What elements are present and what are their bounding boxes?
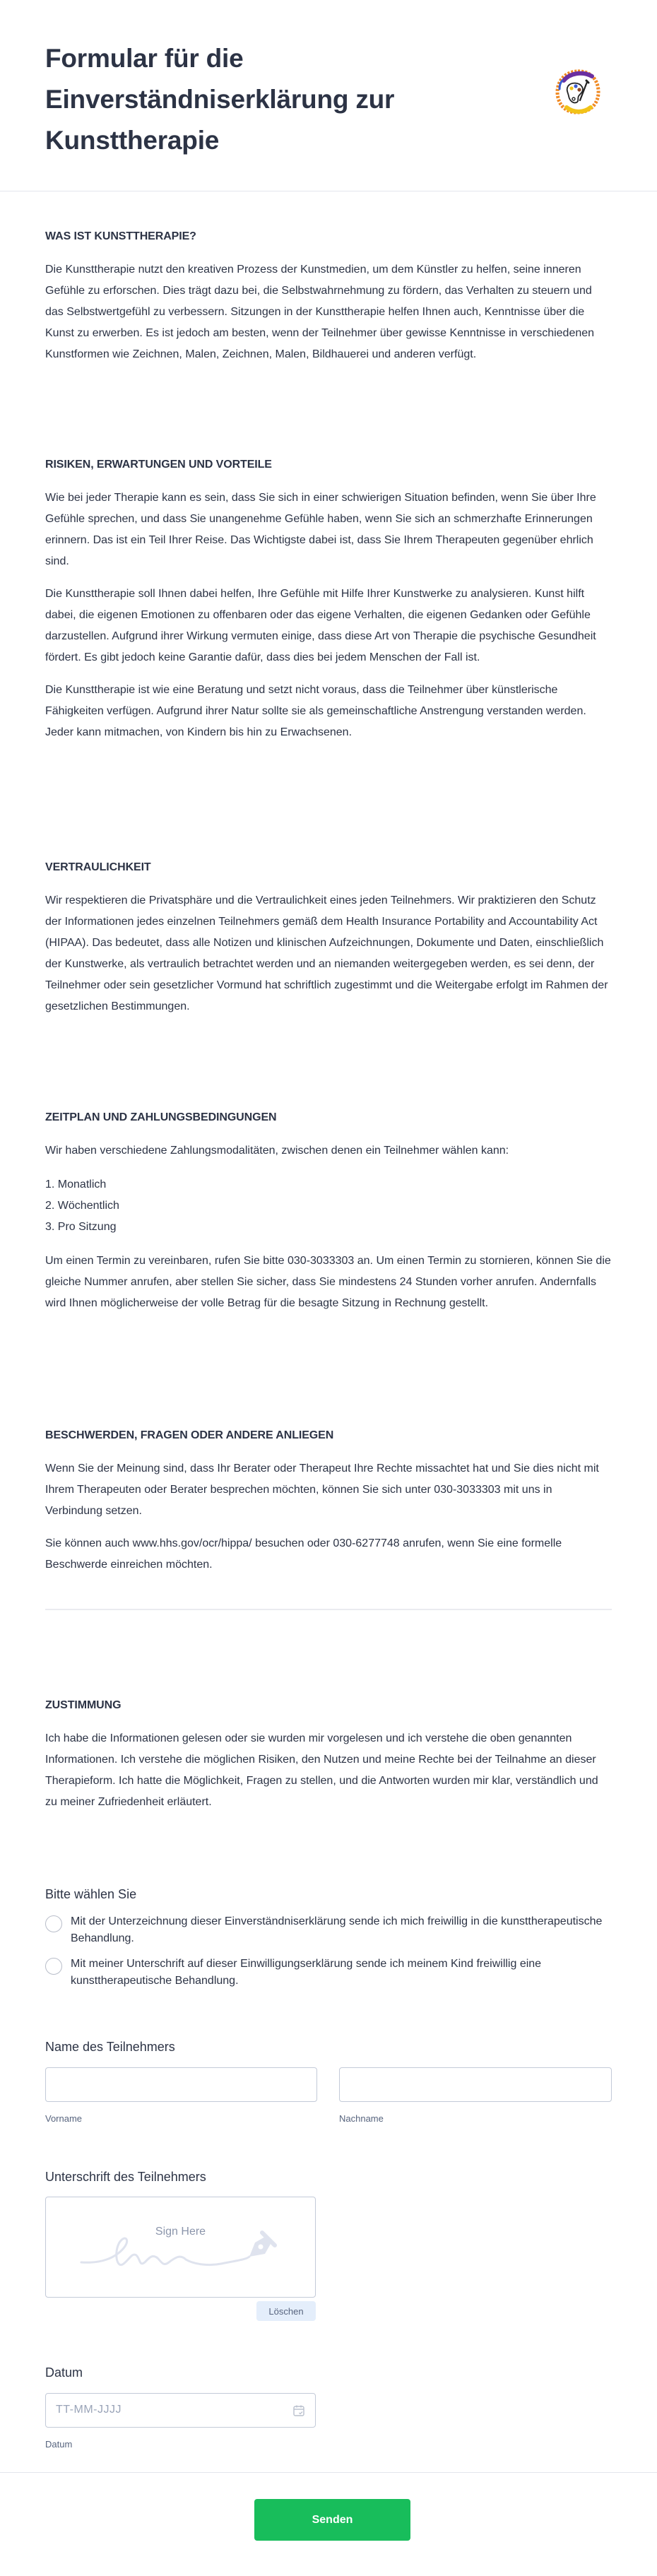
section-paragraph: Um einen Termin zu vereinbaren, rufen Sie bitte 030-3033303 an. Um einen Termin zu stornieren, können Sie die gleiche Nummer anrufen, aber stellen Sie sicher, dass Sie mindestens 24 Stunden vorher anrufen. Andernfalls wird Ihnen möglicherweise der volle Betrag für die besagte Sitzung in Rechnung gestellt.: [45, 1255, 611, 1309]
section-paragraph: Die Kunsttherapie soll Ihnen dabei helfen, Ihre Gefühle mit Hilfe Ihrer Kunstwerke zu analysieren. Kunst hilft dabei, die eigenen Emotionen zu offenbaren oder das eigene Verhalten, die eigenen Gedanken oder Gefühle darzustellen. Aufgrund ihrer Wirkung vermuten einige, dass diese Art von Therapie die psychische Gesundheit fördert. Es gibt jedoch keine Garantie dafür, dass dies bei jedem Menschen der Fall ist.: [45, 588, 596, 663]
section-paragraph: Sie können auch www.hhs.gov/ocr/hippa/ besuchen oder 030-6277748 anrufen, wenn Sie eine formelle Beschwerde einreichen möchten.: [45, 1537, 562, 1571]
section-heading: RISIKEN, ERWARTUNGEN UND VORTEILE: [45, 459, 272, 471]
date-input[interactable]: [45, 2393, 316, 2428]
radio-button[interactable]: [45, 1915, 62, 1932]
section-heading: ZUSTIMMUNG: [45, 1699, 122, 1711]
payment-options-list: [45, 1174, 612, 1238]
name-label: Name des Teilnehmers: [45, 2040, 175, 2054]
choice-label: Bitte wählen Sie: [45, 1887, 137, 1901]
signature-placeholder: Sign Here: [155, 2226, 206, 2238]
section-confidentiality: [45, 861, 612, 1017]
radio-button[interactable]: [45, 1958, 62, 1975]
section-heading: VERTRAULICHKEIT: [45, 861, 151, 873]
consent-option-self[interactable]: [45, 1913, 612, 1947]
section-paragraph: Ich habe die Informationen gelesen oder sie wurden mir vorgelesen und ich verstehe die oben genannten Informationen. Ich verstehe die möglichen Risiken, den Nutzen und meine Rechte bei der Teilnahme an dieser Therapieform. Ich hatte die Möglichkeit, Fragen zu stellen, und die Antworten wurden mir klar, verständlich und zu meiner Zufriedenheit erläutert.: [45, 1732, 598, 1808]
section-risks: [45, 458, 612, 743]
section-paragraph: Die Kunsttherapie nutzt den kreativen Prozess der Kunstmedien, um dem Künstler zu helfen, seine inneren Gefühle zu erforschen. Dies trägt dazu bei, die Selbstwahrnehmung zu fördern, das Verhalten zu steuern und das Selbstwertgefühl zu verbessern. Sitzungen in der Kunsttherapie helfen Ihnen auch, Kenntnisse über die Kunst zu erwerben. Es ist jedoch am besten, wenn der Teilnehmer über gewisse Kenntnisse in verschiedenen Kunstformen wie Zeichnen, Malen, Zeichnen, Malen, Bildhauerei und anderen verfügt.: [45, 264, 595, 360]
footer-divider: [0, 2472, 657, 2473]
date-placeholder: TT-MM-JJJJ: [56, 2404, 122, 2416]
first-name-sublabel: Vorname: [45, 2113, 83, 2124]
section-paragraph: Wir respektieren die Privatsphäre und die Vertraulichkeit eines jeden Teilnehmers. Wir praktizieren den Schutz der Informationen jedes einzelnen Teilnehmers gemäß dem Health Insurance Portability and Accountability Act (HIPAA). Das bedeutet, dass alle Notizen und klinischen Aufzeichnungen, Dokumente und Daten, einschließlich der Kunstwerke, als vertraulich betrachtet werden und an niemanden weitergegeben werden, es sei denn, der Teilnehmer oder sein gesetzlicher Vormund hat schriftlich zugestimmt und die Weitergabe erfolgt im Rahmen der gesetzlichen Bestimmungen.: [45, 894, 608, 1012]
section-heading: ZEITPLAN UND ZAHLUNGSBEDINGUNGEN: [45, 1111, 277, 1123]
section-intro: Wir haben verschiedene Zahlungsmodalitäten, zwischen denen ein Teilnehmer wählen kann:: [45, 1145, 509, 1157]
date-sublabel: Datum: [45, 2439, 73, 2450]
form-header: [0, 0, 657, 191]
section-paragraph: Wenn Sie der Meinung sind, dass Ihr Berater oder Therapeut Ihre Rechte missachtet hat und Sie dies nicht mit Ihrem Therapeuten oder Berater besprechen möchten, können Sie sich unter 030-3033303 mit uns in Verbindung setzen.: [45, 1463, 599, 1517]
signature-pad[interactable]: [45, 2197, 316, 2298]
section-heading: WAS IST KUNSTTHERAPIE?: [45, 230, 196, 242]
section-what-is-art-therapy: [45, 230, 612, 365]
section-complaints: [45, 1429, 612, 1576]
section-heading: BESCHWERDEN, FRAGEN ODER ANDERE ANLIEGEN: [45, 1429, 334, 1441]
signature-label: Unterschrift des Teilnehmers: [45, 2170, 206, 2184]
section-schedule-payment: [45, 1111, 612, 1314]
date-label: Datum: [45, 2365, 83, 2380]
section-paragraph: Wie bei jeder Therapie kann es sein, dass Sie sich in einer schwierigen Situation befinden, wenn Sie über Ihre Gefühle sprechen, und dass Sie unangenehme Gefühle haben, wenn Sie sich an schmerzhafte Erinnerungen erinnern. Das ist ein Teil Ihrer Reise. Das Wichtigste dabei ist, dass Sie Ihrem Therapeuten gegenüber ehrlich sind.: [45, 492, 596, 567]
first-name-input[interactable]: [45, 2067, 317, 2102]
section-paragraph: Die Kunsttherapie ist wie eine Beratung und setzt nicht voraus, dass die Teilnehmer über künstlerische Fähigkeiten verfügen. Aufgrund ihrer Natur sollte sie als gemeinschaftliche Anstrengung verstanden werden. Jeder kann mitmachen, von Kindern bis hin zu Erwachsenen.: [45, 684, 586, 738]
page-title: Formular für die Einverständniserklärung zur Kunsttherapie: [45, 44, 395, 155]
last-name-input[interactable]: [339, 2067, 612, 2102]
option-label: Mit der Unterzeichnung dieser Einverständniserklärung sende ich mich freiwillig in die kunsttherapeutische Behandlung.: [71, 1915, 603, 1944]
last-name-sublabel: Nachname: [339, 2113, 384, 2124]
section-consent: [45, 1698, 612, 1813]
list-item: 3. Pro Sitzung: [45, 1221, 117, 1233]
calendar-icon[interactable]: [292, 2404, 305, 2417]
submit-button[interactable]: Senden: [254, 2499, 410, 2541]
section-divider: [45, 1609, 612, 1610]
list-item: 2. Wöchentlich: [45, 1200, 119, 1212]
clear-signature-button[interactable]: Löschen: [256, 2301, 316, 2321]
option-label: Mit meiner Unterschrift auf dieser Einwilligungserklärung sende ich meinem Kind freiwillig eine kunsttherapeutische Behandlung.: [71, 1958, 542, 1987]
list-item: 1. Monatlich: [45, 1178, 107, 1190]
consent-option-child[interactable]: [45, 1956, 612, 1990]
paint-palette-icon: [554, 68, 602, 116]
